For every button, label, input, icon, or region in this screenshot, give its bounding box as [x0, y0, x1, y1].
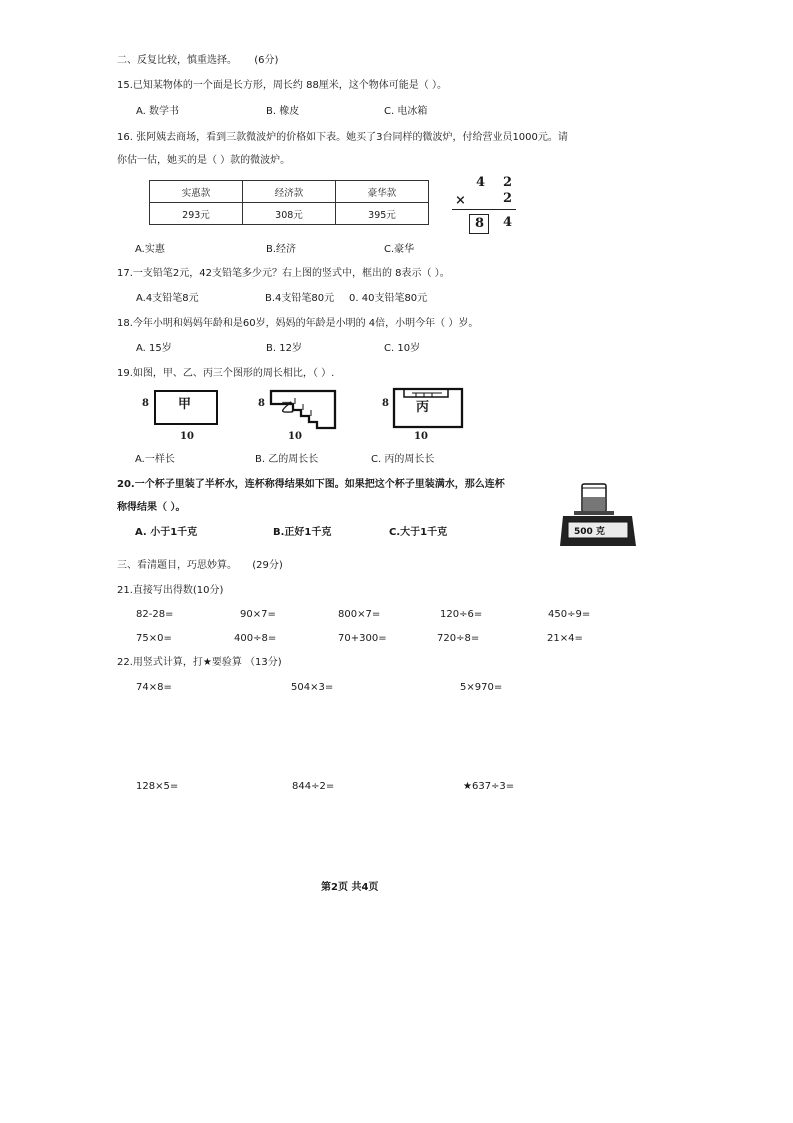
q21-item: 75×0= [136, 633, 172, 644]
q16-option-b: B.经济 [266, 244, 297, 255]
q17-option-b: B.4支铅笔80元 [265, 293, 335, 304]
q17-stem: 17.一支铅笔2元，42支铅笔多少元？右上图的竖式中，框出的 8表示（ ）。 [117, 268, 450, 279]
figure-jia-label: 甲 [178, 397, 192, 412]
q20-stem-line2: 称得结果（ ）。 [117, 502, 186, 513]
q22-item: 504×3= [291, 682, 334, 693]
price-value-3: 395元 [336, 203, 429, 225]
q19-option-b: B. 乙的周长长 [255, 454, 319, 465]
q21-item: 70+300= [338, 633, 387, 644]
q16-option-c: C.豪华 [384, 244, 415, 255]
q18-option-c: C. 10岁 [384, 343, 421, 354]
q16-stem-line1: 16. 张阿姨去商场，看到三款微波炉的价格如下表。她买了3台同样的微波炉，付给营业员1000元。请 [117, 132, 568, 143]
figure-yi-width: 10 [288, 431, 302, 442]
q21-item: 120÷6= [440, 609, 483, 620]
figure-jia-height: 8 [142, 398, 149, 409]
q18-option-a: A. 15岁 [136, 343, 172, 354]
q22-stem: 22.用竖式计算，打★要验算 （13分) [117, 657, 282, 668]
mult-digit-2: 2 [503, 175, 513, 190]
figure-yi-height: 8 [258, 398, 265, 409]
mult-boxed-digit: 8 [475, 216, 485, 231]
q20-stem-line1: 20.一个杯子里装了半杯水，连杯称得结果如下图。如果把这个杯子里装满水，那么连杯 [117, 479, 505, 490]
q15-stem: 15.已知某物体的一个面是长方形，周长约 88厘米，这个物体可能是（ ）。 [117, 80, 447, 91]
q21-item: 400÷8= [234, 633, 277, 644]
price-table [149, 180, 429, 225]
page-footer: 第2页 共4页 [321, 882, 379, 893]
q21-stem: 21.直接写出得数(10分) [117, 585, 224, 596]
figure-bing-width: 10 [414, 431, 428, 442]
q21-item: 21×4= [547, 633, 583, 644]
section-2-title [117, 55, 278, 67]
section-2-title-text: 二、反复比较，慎重选择。 [117, 55, 237, 66]
q21-item: 82-28= [136, 609, 174, 620]
q17-option-a: A.4支铅笔8元 [136, 293, 199, 304]
q20-option-a: A. 小于1千克 [135, 527, 198, 538]
price-value-2: 308元 [243, 203, 336, 225]
q22-item: 74×8= [136, 682, 172, 693]
q22-item: 128×5= [136, 781, 179, 792]
q21-item: 450÷9= [548, 609, 591, 620]
mult-digit-4: 4 [476, 175, 486, 190]
section-3-points: (29分) [252, 560, 283, 571]
vertical-multiplication [448, 175, 520, 239]
q20-option-c: C.大于1千克 [389, 527, 448, 538]
q17-option-c: 0. 40支铅笔80元 [349, 293, 428, 304]
q15-option-c: C. 电冰箱 [384, 106, 428, 117]
figure-bing [380, 386, 470, 444]
figure-bing-height: 8 [382, 398, 389, 409]
section-3-title [117, 560, 283, 572]
figure-jia [140, 386, 230, 444]
q20-option-b: B.正好1千克 [273, 527, 332, 538]
mult-last-digit: 4 [503, 215, 513, 230]
q16-stem-line2: 你估一估，她买的是（ ）款的微波炉。 [117, 155, 291, 166]
price-header-2: 经济款 [243, 181, 336, 203]
q22-item: ★637÷3= [463, 781, 515, 792]
price-header-3: 豪华款 [336, 181, 429, 203]
q16-option-a: A.实惠 [135, 244, 165, 255]
figure-jia-width: 10 [180, 431, 194, 442]
figure-yi-label: 乙 [281, 401, 295, 416]
q21-item: 90×7= [240, 609, 276, 620]
price-header-1: 实惠款 [150, 181, 243, 203]
section-3-title-text: 三、看清题目，巧思妙算。 [117, 560, 237, 571]
q19-option-c: C. 丙的周长长 [371, 454, 435, 465]
scale-with-cup-icon [560, 480, 638, 550]
mult-boxed-cell [469, 214, 489, 234]
q19-stem: 19.如图，甲、乙、丙三个图形的周长相比，（ ）. [117, 368, 335, 379]
mult-rule-line [452, 209, 516, 210]
price-table-value-row [150, 203, 429, 225]
q22-item: 5×970= [460, 682, 503, 693]
q18-stem: 18.今年小明和妈妈年龄和是60岁，妈妈的年龄是小明的 4倍，小明今年（ ）岁。 [117, 318, 479, 329]
q19-option-a: A.一样长 [135, 454, 175, 465]
q15-option-a: A. 数学书 [136, 106, 180, 117]
mult-operator: × [455, 193, 466, 208]
figure-bing-label: 丙 [416, 400, 430, 415]
section-2-points: (6分) [254, 55, 279, 66]
scale-reading: 500 克 [574, 527, 605, 537]
q21-item: 720÷8= [437, 633, 480, 644]
q18-option-b: B. 12岁 [266, 343, 302, 354]
q15-option-b: B. 橡皮 [266, 106, 300, 117]
mult-multiplier: 2 [503, 191, 513, 206]
q21-item: 800×7= [338, 609, 381, 620]
q22-item: 844÷2= [292, 781, 335, 792]
figure-yi [255, 386, 345, 444]
price-value-1: 293元 [150, 203, 243, 225]
price-table-header-row [150, 181, 429, 203]
scale-illustration [560, 480, 638, 550]
figure-yi-staircase-shape [269, 388, 339, 430]
